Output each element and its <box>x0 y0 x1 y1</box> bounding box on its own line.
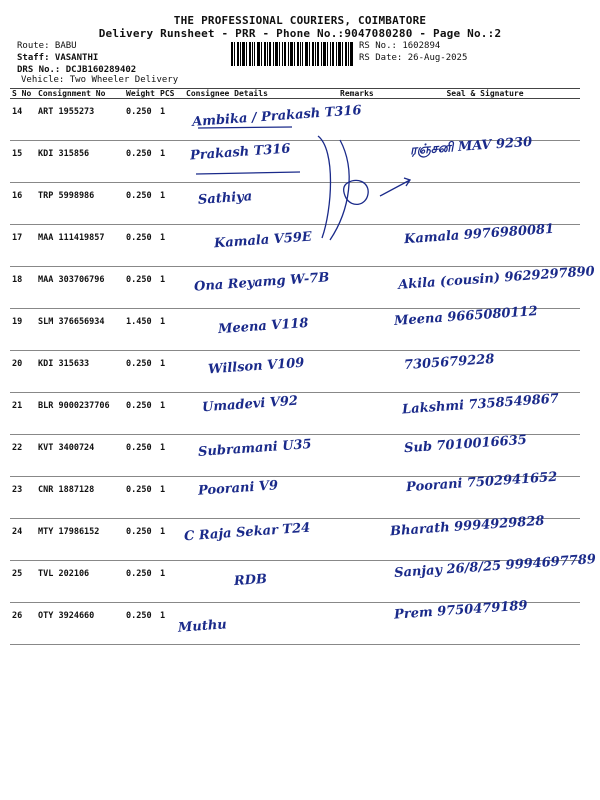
cell-seal-signature <box>390 134 580 183</box>
cell-consignment: ART 1955273 <box>36 99 124 141</box>
cell-remarks <box>338 561 390 603</box>
drs-number: DRS No.: DCJB160289402 <box>17 65 137 75</box>
table-row <box>10 561 580 603</box>
cell-remarks <box>338 393 390 435</box>
cell-consignment: TRP 5998986 <box>36 183 124 225</box>
table-row <box>10 393 580 435</box>
staff-label: Staff: VASANTHI <box>17 53 99 63</box>
cell-weight: 0.250 <box>124 141 158 183</box>
barcode-icon <box>231 42 353 66</box>
rs-number: RS No.: 1602894 <box>359 41 441 51</box>
signature-handwriting: Meena 9665080112 <box>393 304 539 329</box>
consignee-handwriting: Kamala V59E <box>213 229 313 252</box>
cell-seal-signature <box>390 393 580 435</box>
cell-pcs: 1 <box>158 435 184 477</box>
cell-sno: 21 <box>10 393 36 435</box>
cell-seal-signature <box>390 551 597 603</box>
col-pcs: PCS <box>158 89 184 99</box>
cell-pcs: 1 <box>158 603 184 645</box>
consignee-handwriting: Muthu <box>177 617 228 636</box>
cell-consignee <box>184 519 338 561</box>
cell-consignee <box>184 477 338 519</box>
cell-sno: 14 <box>10 99 36 141</box>
cell-sno: 18 <box>10 267 36 309</box>
table-row <box>10 267 580 309</box>
signature-handwriting: Sub 7010016635 <box>403 432 528 457</box>
cell-sno: 23 <box>10 477 36 519</box>
signature-handwriting: Kamala 9976980081 <box>403 221 555 248</box>
consignee-handwriting: Willson V109 <box>207 355 305 378</box>
table-row <box>10 603 580 645</box>
cell-weight: 1.450 <box>124 309 158 351</box>
cell-remarks <box>338 477 390 519</box>
cell-consignee <box>184 309 338 351</box>
cell-consignee <box>184 393 338 435</box>
cell-consignment: MAA 111419857 <box>36 225 124 267</box>
table-header-row <box>10 89 580 99</box>
consignee-handwriting: Umadevi V92 <box>201 393 299 416</box>
runsheet-table <box>10 88 597 645</box>
cell-consignment: CNR 1887128 <box>36 477 124 519</box>
cell-remarks <box>338 603 390 645</box>
cell-consignee <box>184 561 338 603</box>
cell-remarks <box>338 267 390 309</box>
cell-consignee <box>184 183 338 225</box>
cell-weight: 0.250 <box>124 351 158 393</box>
cell-consignment: MAA 303706796 <box>36 267 124 309</box>
col-sno: S No <box>10 89 36 99</box>
cell-consignee <box>184 351 338 393</box>
col-seal: Seal & Signature <box>390 89 580 99</box>
signature-handwriting: Prem 9750479189 <box>393 598 529 623</box>
cell-consignment: OTY 3924660 <box>36 603 124 645</box>
cell-sno: 20 <box>10 351 36 393</box>
cell-pcs: 1 <box>158 99 184 141</box>
table-row <box>10 99 580 141</box>
cell-seal-signature <box>390 183 580 225</box>
col-weight: Weight <box>124 89 158 99</box>
signature-handwriting: Lakshmi 7358549867 <box>401 391 560 418</box>
cell-weight: 0.250 <box>124 183 158 225</box>
cell-weight: 0.250 <box>124 603 158 645</box>
signature-handwriting: Akila (cousin) 9629297890 <box>397 264 596 293</box>
col-remarks: Remarks <box>338 89 390 99</box>
cell-pcs: 1 <box>158 141 184 183</box>
cell-consignee <box>184 141 338 183</box>
signature-handwriting: Poorani 7502941652 <box>405 469 558 496</box>
vehicle-label: Vehicle: Two Wheeler Delivery <box>21 75 179 85</box>
cell-consignment: KVT 3400724 <box>36 435 124 477</box>
consignee-handwriting: Ona Reyamg W-7B <box>193 270 330 295</box>
cell-weight: 0.250 <box>124 267 158 309</box>
cell-weight: 0.250 <box>124 561 158 603</box>
consignee-handwriting: Ambika / Prakash T316 <box>191 103 363 130</box>
rs-date: RS Date: 26-Aug-2025 <box>359 53 468 63</box>
cell-seal-signature <box>390 221 580 267</box>
cell-weight: 0.250 <box>124 477 158 519</box>
cell-remarks <box>338 351 390 393</box>
cell-consignment: KDI 315633 <box>36 351 124 393</box>
consignee-handwriting: Subramani U35 <box>197 437 313 460</box>
cell-remarks <box>338 519 390 561</box>
table-row <box>10 477 580 519</box>
table-row <box>10 435 580 477</box>
cell-pcs: 1 <box>158 519 184 561</box>
cell-pcs: 1 <box>158 351 184 393</box>
consignee-handwriting: Prakash T316 <box>189 141 291 164</box>
cell-consignment: MTY 17986152 <box>36 519 124 561</box>
consignee-handwriting: Poorani V9 <box>197 478 279 499</box>
cell-seal-signature <box>390 598 580 645</box>
cell-consignment: SLM 376656934 <box>36 309 124 351</box>
route-label: Route: BABU <box>17 41 77 51</box>
cell-seal-signature <box>390 304 580 351</box>
cell-sno: 25 <box>10 561 36 603</box>
col-consignee: Consignee Details <box>184 89 338 99</box>
cell-pcs: 1 <box>158 561 184 603</box>
cell-sno: 26 <box>10 603 36 645</box>
col-consignment: Consignment No <box>36 89 124 99</box>
cell-remarks <box>338 99 390 141</box>
signature-handwriting: Bharath 9994929828 <box>389 513 545 540</box>
signature-handwriting: Sanjay 26/8/25 9994697789 <box>393 551 597 582</box>
cell-consignee <box>184 99 363 141</box>
cell-pcs: 1 <box>158 393 184 435</box>
cell-remarks <box>338 435 390 477</box>
signature-handwriting: 7305679228 <box>403 351 495 374</box>
cell-sno: 17 <box>10 225 36 267</box>
cell-consignment: KDI 315856 <box>36 141 124 183</box>
cell-sno: 16 <box>10 183 36 225</box>
table-row <box>10 225 580 267</box>
cell-seal-signature <box>390 469 580 519</box>
cell-pcs: 1 <box>158 183 184 225</box>
cell-weight: 0.250 <box>124 99 158 141</box>
cell-sno: 19 <box>10 309 36 351</box>
consignee-handwriting: Sathiya <box>197 189 253 208</box>
table-row <box>10 519 580 561</box>
cell-sno: 15 <box>10 141 36 183</box>
cell-pcs: 1 <box>158 309 184 351</box>
table-row <box>10 183 580 225</box>
cell-remarks <box>338 225 390 267</box>
cell-remarks <box>338 141 390 183</box>
table-row <box>10 141 580 183</box>
cell-weight: 0.250 <box>124 225 158 267</box>
cell-pcs: 1 <box>158 267 184 309</box>
cell-weight: 0.250 <box>124 519 158 561</box>
company-title: THE PROFESSIONAL COURIERS, COIMBATORE <box>173 14 427 27</box>
table-row <box>10 309 580 351</box>
cell-pcs: 1 <box>158 477 184 519</box>
runsheet-subtitle: Delivery Runsheet - PRR - Phone No.:9047080280 - Page No.:2 <box>98 27 502 40</box>
cell-pcs: 1 <box>158 225 184 267</box>
cell-remarks <box>338 309 390 351</box>
table-row <box>10 351 580 393</box>
cell-weight: 0.250 <box>124 435 158 477</box>
cell-consignment: BLR 9000237706 <box>36 393 124 435</box>
cell-seal-signature <box>390 99 580 141</box>
cell-consignee <box>184 267 338 309</box>
cell-consignee <box>177 603 338 645</box>
cell-consignment: TVL 202106 <box>36 561 124 603</box>
cell-seal-signature <box>390 351 580 393</box>
cell-sno: 22 <box>10 435 36 477</box>
signature-handwriting: ரஞ்சனி MAV 9230 <box>409 134 533 159</box>
consignee-handwriting: Meena V118 <box>217 315 309 338</box>
consignee-handwriting: RDB <box>233 571 268 590</box>
cell-consignee <box>184 225 338 267</box>
cell-sno: 24 <box>10 519 36 561</box>
consignee-handwriting: C Raja Sekar T24 <box>183 520 311 545</box>
cell-consignee <box>184 435 338 477</box>
cell-weight: 0.250 <box>124 393 158 435</box>
cell-seal-signature <box>390 264 596 309</box>
cell-remarks <box>338 183 390 225</box>
